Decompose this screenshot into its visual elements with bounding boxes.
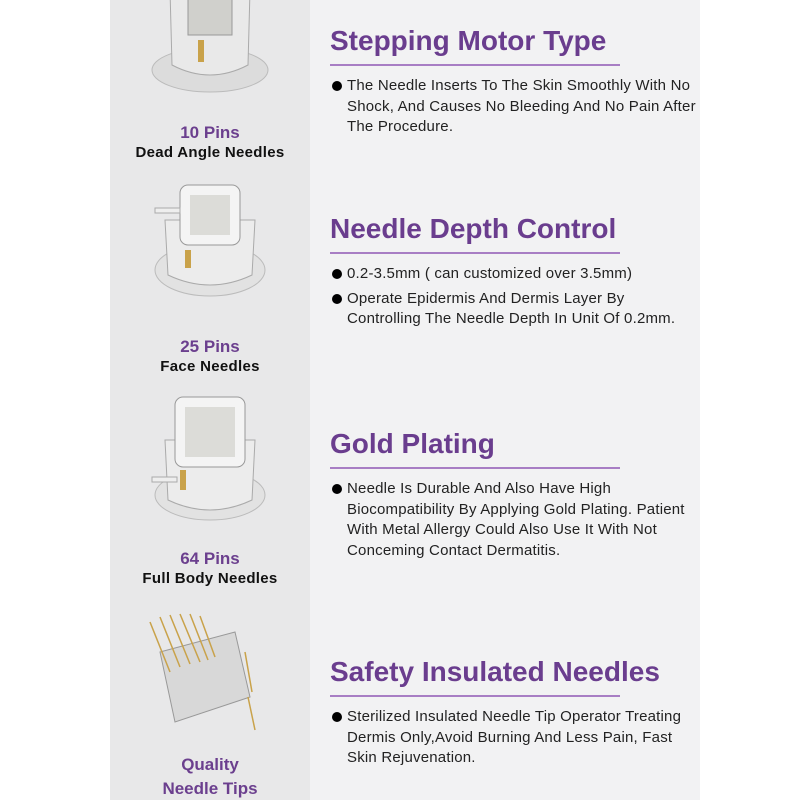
product-caption bbox=[110, 549, 310, 588]
product-caption bbox=[110, 123, 310, 162]
bullet-text: Needle Is Durable And Also Have High Biocompatibility By Applying Gold Plating. Patient With Metal Allergy Could Also Use It With Not Conceming Contact Dermatitis. bbox=[347, 480, 685, 559]
bullet-item bbox=[330, 289, 700, 330]
feature-heading: Needle Depth Control bbox=[330, 213, 617, 244]
bullet-text: Operate Epidermis And Dermis Layer By Controlling The Needle Depth In Unit Of 0.2mm. bbox=[347, 289, 676, 327]
feature-stepping-motor bbox=[330, 24, 700, 142]
divider bbox=[330, 467, 620, 469]
divider bbox=[330, 64, 620, 66]
divider bbox=[330, 695, 620, 697]
feature-heading: Stepping Motor Type bbox=[330, 25, 607, 56]
product-title: 64 Pins bbox=[180, 549, 240, 568]
product-subtitle: Full Body Needles bbox=[142, 570, 278, 587]
needle-cartridge-25-pin-image bbox=[140, 180, 280, 310]
product-subtitle: Dead Angle Needles bbox=[135, 144, 285, 161]
bullet-text: Sterilized Insulated Needle Tip Operator Treating Dermis Only,Avoid Burning And Less Pain, Fast Skin Rejuvenation. bbox=[347, 708, 682, 766]
bullet-icon bbox=[332, 81, 342, 91]
bullet-text: The Needle Inserts To The Skin Smoothly With No Shock, And Causes No Bleeding And No Pain After The Procedure. bbox=[347, 77, 696, 135]
product-subtitle: Face Needles bbox=[160, 358, 260, 375]
bullet-item bbox=[330, 707, 700, 769]
bullet-icon bbox=[332, 294, 342, 304]
product-title: Quality bbox=[181, 755, 239, 774]
product-caption bbox=[110, 337, 310, 376]
product-title: 10 Pins bbox=[180, 123, 240, 142]
feature-heading: Gold Plating bbox=[330, 428, 495, 459]
needle-tips-image bbox=[140, 612, 280, 732]
bullet-icon bbox=[332, 484, 342, 494]
product-caption bbox=[110, 753, 310, 801]
bullet-text: 0.2-3.5mm ( can customized over 3.5mm) bbox=[347, 265, 633, 282]
bullet-icon bbox=[332, 269, 342, 279]
bullet-item bbox=[330, 264, 700, 285]
feature-gold-plating bbox=[330, 427, 700, 565]
feature-heading: Safety Insulated Needles bbox=[330, 656, 660, 687]
product-title: 25 Pins bbox=[180, 337, 240, 356]
bullet-item bbox=[330, 76, 700, 138]
feature-depth-control bbox=[330, 212, 700, 334]
divider bbox=[330, 252, 620, 254]
product-subtitle: Needle Tips bbox=[162, 779, 258, 798]
needle-cartridge-10-pin-image bbox=[140, 0, 280, 100]
needle-cartridge-64-pin-image bbox=[140, 395, 280, 530]
feature-safety-insulated bbox=[330, 655, 700, 773]
bullet-item bbox=[330, 479, 700, 561]
bullet-icon bbox=[332, 712, 342, 722]
